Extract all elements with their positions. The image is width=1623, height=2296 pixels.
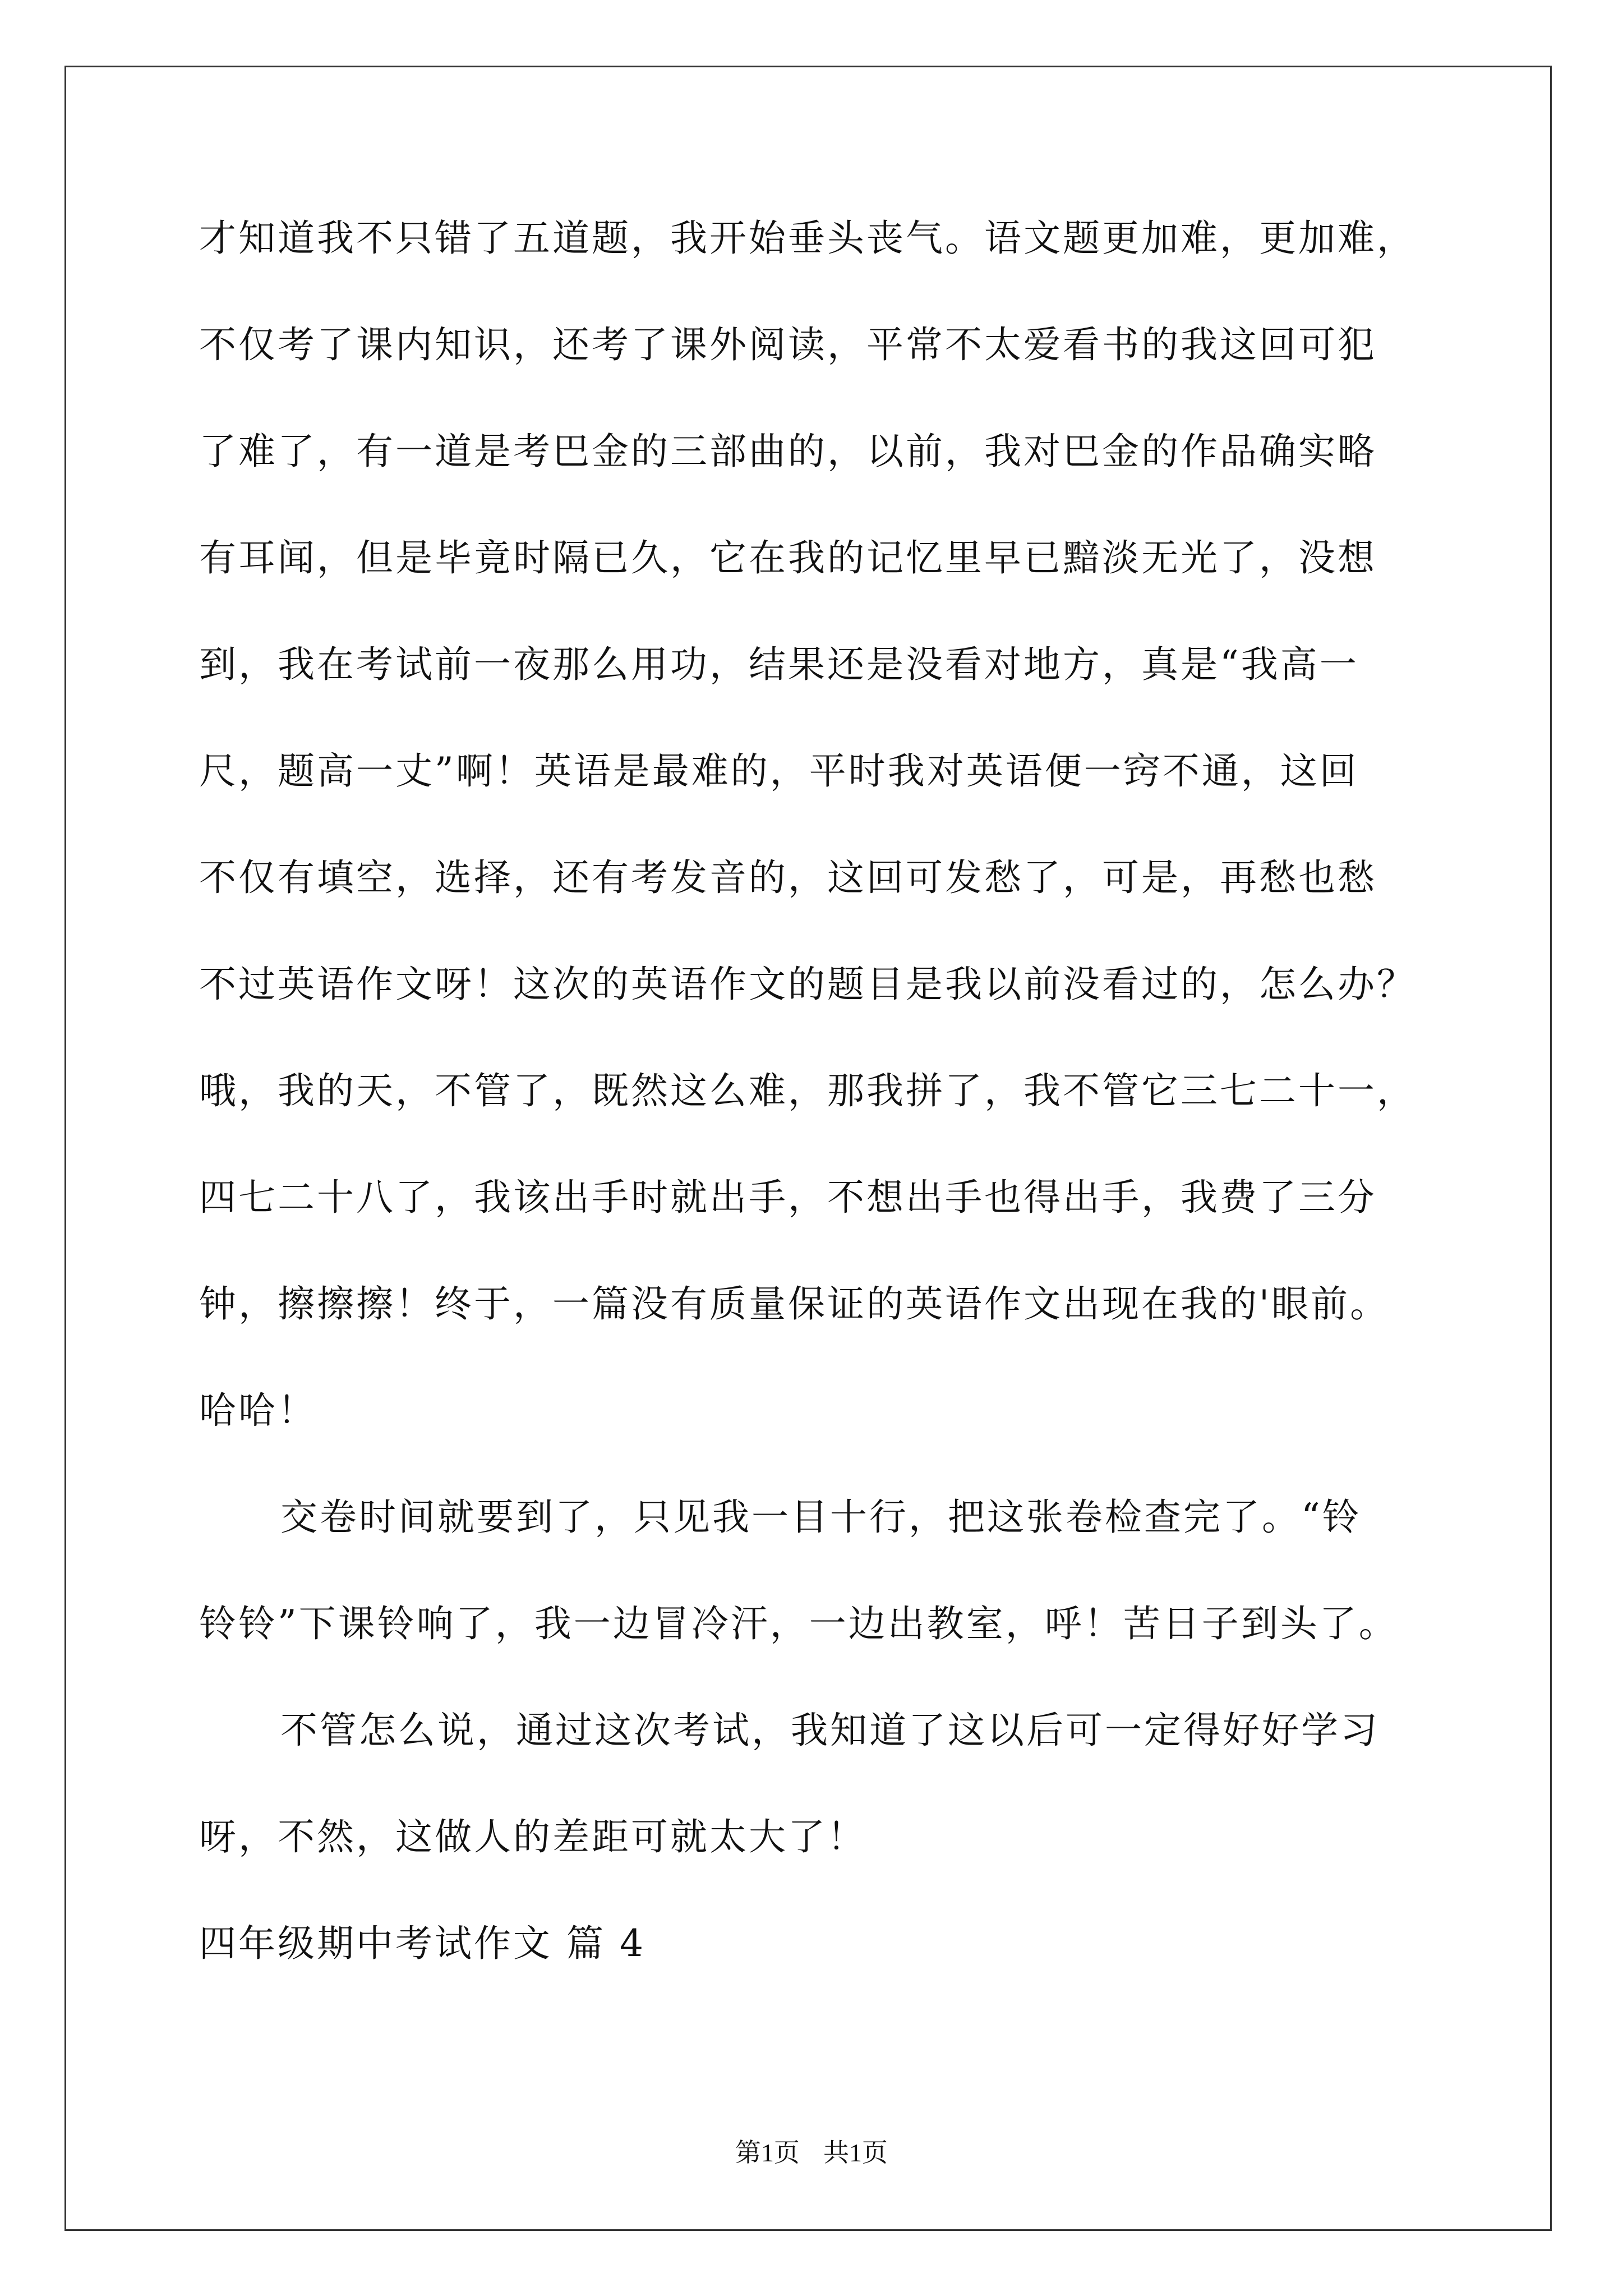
text-line: 有耳闻，但是毕竟时隔已久，它在我的记忆里早已黯淡无光了，没想 bbox=[199, 536, 1377, 579]
page-total: 共1页 bbox=[823, 2138, 888, 2167]
page-number: 第1页 bbox=[735, 2138, 800, 2167]
text-line: 不管怎么说，通过这次考试，我知道了这以后可一定得好好学习 bbox=[280, 1709, 1380, 1752]
text-line: 不过英语作文呀！这次的英语作文的题目是我以前没看过的，怎么办？ bbox=[199, 963, 1416, 1006]
paragraph bbox=[199, 1677, 1455, 1890]
text-line: 不仅有填空，选择，还有考发音的，这回可发愁了，可是，再愁也愁 bbox=[199, 856, 1377, 899]
text-line: 哦，我的天，不管了，既然这么难，那我拼了，我不管它三七二十一， bbox=[199, 1069, 1416, 1112]
text-line: 钟，擦擦擦！终于，一篇没有质量保证的英语作文出现在我的'眼前。 bbox=[199, 1282, 1390, 1326]
page-footer bbox=[0, 2136, 1623, 2170]
text-line: 才知道我不只错了五道题，我开始垂头丧气。语文题更加难，更加难， bbox=[199, 217, 1416, 260]
text-line: 交卷时间就要到了，只见我一目十行，把这张卷检查完了。“铃 bbox=[280, 1496, 1362, 1539]
document-body bbox=[199, 185, 1455, 1997]
text-line: 了难了，有一道是考巴金的三部曲的，以前，我对巴金的作品确实略 bbox=[199, 430, 1377, 473]
text-line: 不仅考了课内知识，还考了课外阅读，平常不太爱看书的我这回可犯 bbox=[199, 323, 1377, 366]
text-line: 到，我在考试前一夜那么用功，结果还是没看对地方，真是“我高一 bbox=[199, 643, 1359, 686]
text-line: 哈哈！ bbox=[199, 1389, 317, 1432]
paragraph bbox=[199, 1464, 1455, 1677]
paragraph bbox=[199, 185, 1455, 1464]
text-line: 四七二十八了，我该出手时就出手，不想出手也得出手，我费了三分 bbox=[199, 1176, 1377, 1219]
text-line: 尺，题高一丈”啊！英语是最难的，平时我对英语便一窍不通，这回 bbox=[199, 749, 1359, 793]
text-line: 铃铃”下课铃响了，我一边冒冷汗，一边出教室，呼！苦日子到头了。 bbox=[199, 1602, 1398, 1645]
section-heading: 四年级期中考试作文 篇 4 bbox=[199, 1922, 645, 1965]
text-line: 呀，不然，这做人的差距可就太大了！ bbox=[199, 1815, 866, 1858]
